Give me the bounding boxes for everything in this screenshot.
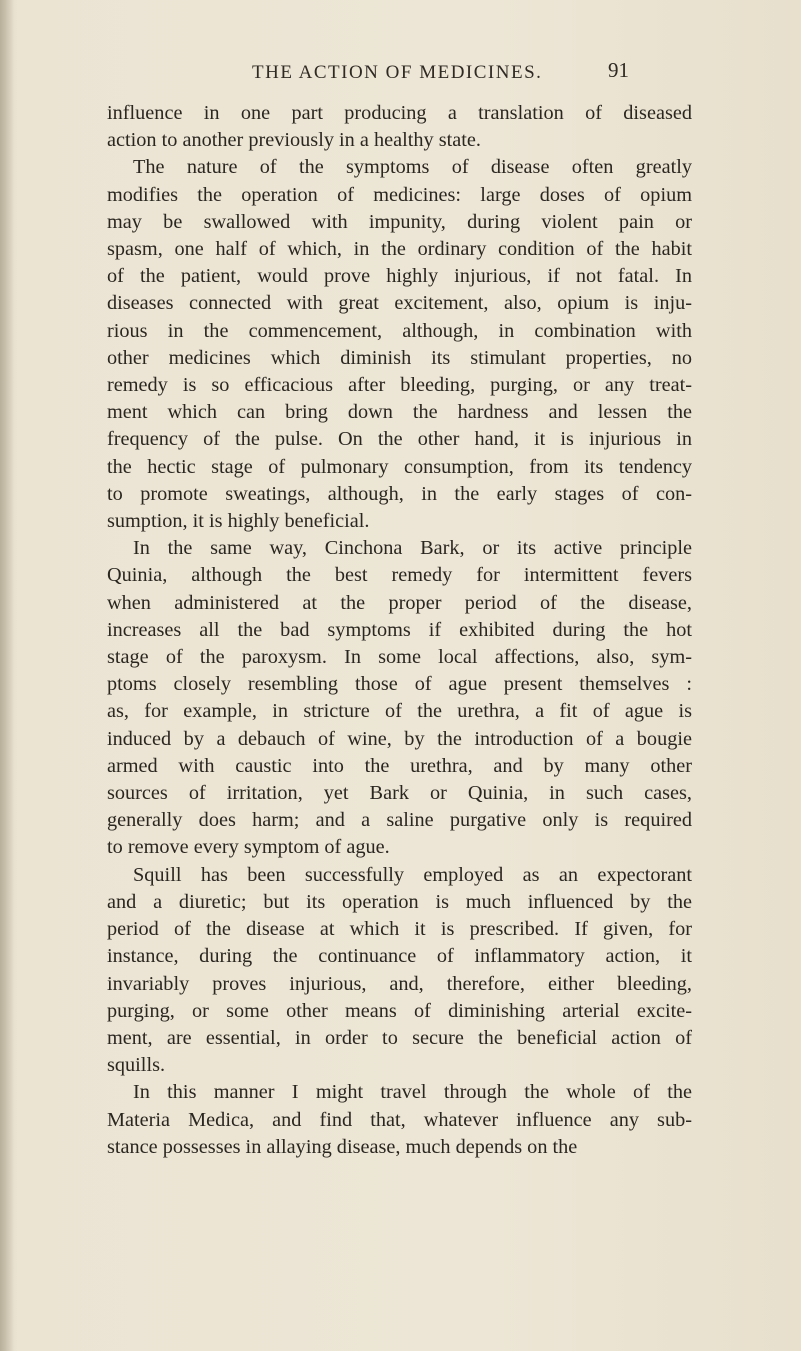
text-line: instance, during the continuance of inflammatory action, it xyxy=(107,945,692,968)
text-line: diseases connected with great excitement, also, opium is inju- xyxy=(107,292,692,315)
text-line: and a diuretic; but its operation is much influenced by the xyxy=(107,890,692,913)
text-line: modifies the operation of medicines: large doses of opium xyxy=(107,183,692,206)
text-line: stance possesses in allaying disease, much depends on the xyxy=(107,1135,578,1158)
text-line: influence in one part producing a translation of diseased xyxy=(107,102,692,124)
text-line: ptoms closely resembling those of ague present themselves : xyxy=(107,673,692,696)
text-line: action to another previously in a healthy state. xyxy=(107,129,481,152)
text-line: period of the disease at which it is prescribed. If given, for xyxy=(107,918,692,941)
page-number: 91 xyxy=(608,58,629,82)
paragraph xyxy=(107,100,692,154)
text-line: spasm, one half of which, in the ordinary condition of the habit xyxy=(107,238,692,261)
text-line: armed with caustic into the urethra, and by many other xyxy=(107,754,692,777)
text-line: Materia Medica, and find that, whatever influence any sub- xyxy=(107,1108,692,1131)
text-line: invariably proves injurious, and, therefore, either bleeding, xyxy=(107,972,692,995)
text-line: to remove every symptom of ague. xyxy=(107,836,390,859)
page-header xyxy=(0,58,801,88)
text-line: stage of the paroxysm. In some local affections, also, sym- xyxy=(107,646,692,669)
text-line: The nature of the symptoms of disease often greatly xyxy=(133,156,692,179)
text-line: of the patient, would prove highly injurious, if not fatal. In xyxy=(107,265,692,288)
text-line: the hectic stage of pulmonary consumption, from its tendency xyxy=(107,455,692,478)
text-line: rious in the commencement, although, in combination with xyxy=(107,319,692,342)
text-line: Squill has been successfully employed as an expectorant xyxy=(133,863,692,886)
text-line: when administered at the proper period of the disease, xyxy=(107,591,692,614)
text-line: generally does harm; and a saline purgative only is required xyxy=(107,809,692,832)
paragraph xyxy=(107,154,692,535)
text-line: sources of irritation, yet Bark or Quinia, in such cases, xyxy=(107,782,692,805)
text-line: ment which can bring down the hardness and lessen the xyxy=(107,401,692,424)
text-line: frequency of the pulse. On the other hand, it is injurious in xyxy=(107,428,692,451)
paragraph xyxy=(107,1079,692,1161)
text-line: squills. xyxy=(107,1054,166,1077)
text-line: In the same way, Cinchona Bark, or its active principle xyxy=(133,537,692,560)
running-head: THE ACTION OF MEDICINES. xyxy=(252,62,543,83)
text-line: other medicines which diminish its stimulant properties, no xyxy=(107,346,692,369)
binding-shadow xyxy=(0,0,14,1351)
text-line: remedy is so efficacious after bleeding, purging, or any treat- xyxy=(107,374,692,397)
text-line: sumption, it is highly beneficial. xyxy=(107,510,370,533)
paragraph xyxy=(107,535,692,861)
paragraph xyxy=(107,862,692,1080)
text-line: may be swallowed with impunity, during violent pain or xyxy=(107,210,692,233)
text-line: In this manner I might travel through the whole of the xyxy=(133,1081,692,1104)
text-line: purging, or some other means of diminishing arterial excite- xyxy=(107,999,692,1022)
body-text xyxy=(107,100,692,1161)
text-line: as, for example, in stricture of the urethra, a fit of ague is xyxy=(107,700,692,723)
text-line: to promote sweatings, although, in the early stages of con- xyxy=(107,482,692,505)
text-line: ment, are essential, in order to secure the beneficial action of xyxy=(107,1026,692,1049)
text-line: induced by a debauch of wine, by the introduction of a bougie xyxy=(107,727,692,750)
text-line: Quinia, although the best remedy for intermittent fevers xyxy=(107,564,692,587)
text-line: increases all the bad symptoms if exhibited during the hot xyxy=(107,618,692,641)
